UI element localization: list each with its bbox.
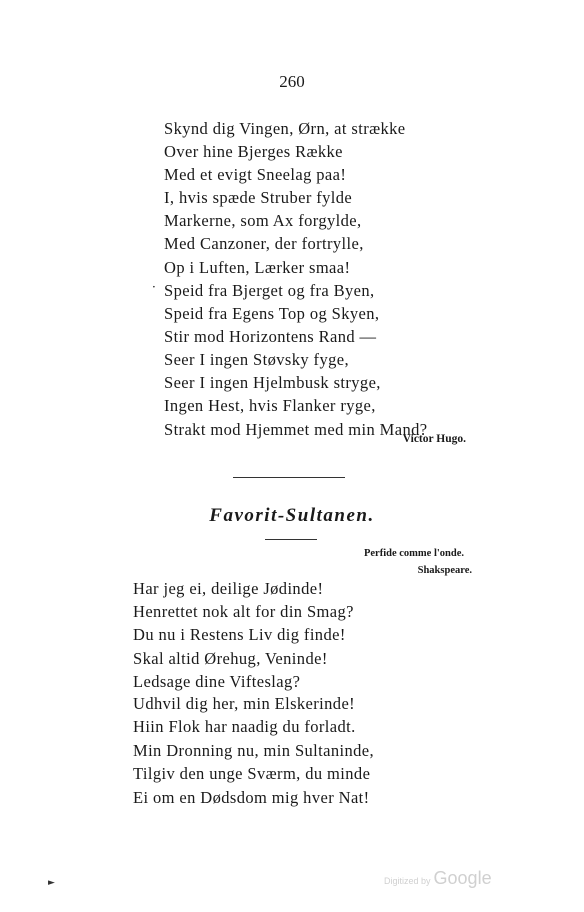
verse-line: Seer I ingen Hjelmbusk stryge,	[164, 373, 381, 393]
corner-arrow-icon: ►	[48, 878, 55, 888]
verse-line: Med et evigt Sneelag paa!	[164, 165, 347, 185]
poem1-stanza2	[164, 279, 427, 441]
verse-line: Speid fra Bjerget og fra Byen,	[164, 281, 375, 300]
verse-line: Speid fra Egens Top og Skyen,	[164, 304, 380, 324]
verse-line: Skynd dig Vingen, Ørn, at strække	[164, 119, 406, 138]
verse-line: Hiin Flok har naadig du forladt.	[133, 717, 356, 737]
stray-dot-mark: ·	[152, 280, 156, 294]
verse-line: Du nu i Restens Liv dig finde!	[133, 625, 346, 645]
section-divider	[233, 477, 345, 478]
verse-line: Henrettet nok alt for din Smag?	[133, 602, 354, 622]
verse-line: Min Dronning nu, min Sultaninde,	[133, 740, 375, 760]
verse-line: Stir mod Horizontens Rand —	[164, 327, 377, 347]
verse-line: I, hvis spæde Struber fylde	[164, 188, 353, 208]
poem-attribution: Victor Hugo.	[402, 433, 466, 445]
epigraph-quote: Perfide comme l'onde.	[363, 548, 464, 559]
verse-line: Ingen Hest, hvis Flanker ryge,	[164, 396, 376, 416]
poem2-stanza2	[133, 692, 374, 809]
watermark-brand: Google	[433, 868, 492, 888]
verse-line: Med Canzoner, der fortrylle,	[164, 234, 364, 254]
verse-line: Op i Luften, Lærker smaa!	[164, 257, 351, 277]
poem2-stanza1	[133, 577, 354, 693]
page-number: 260	[279, 72, 305, 91]
digitized-watermark	[384, 868, 492, 889]
verse-line: Har jeg ei, deilige Jødinde!	[133, 579, 324, 598]
verse-line: Udhvil dig her, min Elskerinde!	[133, 694, 356, 713]
poem1-stanza1	[164, 117, 406, 279]
poem-title: Favorit-Sultanen.	[209, 505, 375, 526]
verse-line: Tilgiv den unge Sværm, du minde	[133, 764, 371, 784]
verse-line: Ledsage dine Vifteslag?	[133, 671, 301, 691]
watermark-prefix: Digitized by	[384, 876, 431, 886]
verse-line: Skal altid Ørehug, Veninde!	[133, 648, 328, 668]
verse-line: Strakt mod Hjemmet med min Mand?	[164, 419, 428, 439]
verse-line: Over hine Bjerges Række	[164, 142, 343, 162]
verse-line: Seer I ingen Støvsky fyge,	[164, 350, 349, 370]
verse-line: Markerne, som Ax forgylde,	[164, 211, 362, 231]
epigraph-author: Shakspeare.	[417, 565, 472, 576]
title-underline	[265, 539, 317, 540]
verse-line: Ei om en Dødsdom mig hver Nat!	[133, 787, 370, 807]
